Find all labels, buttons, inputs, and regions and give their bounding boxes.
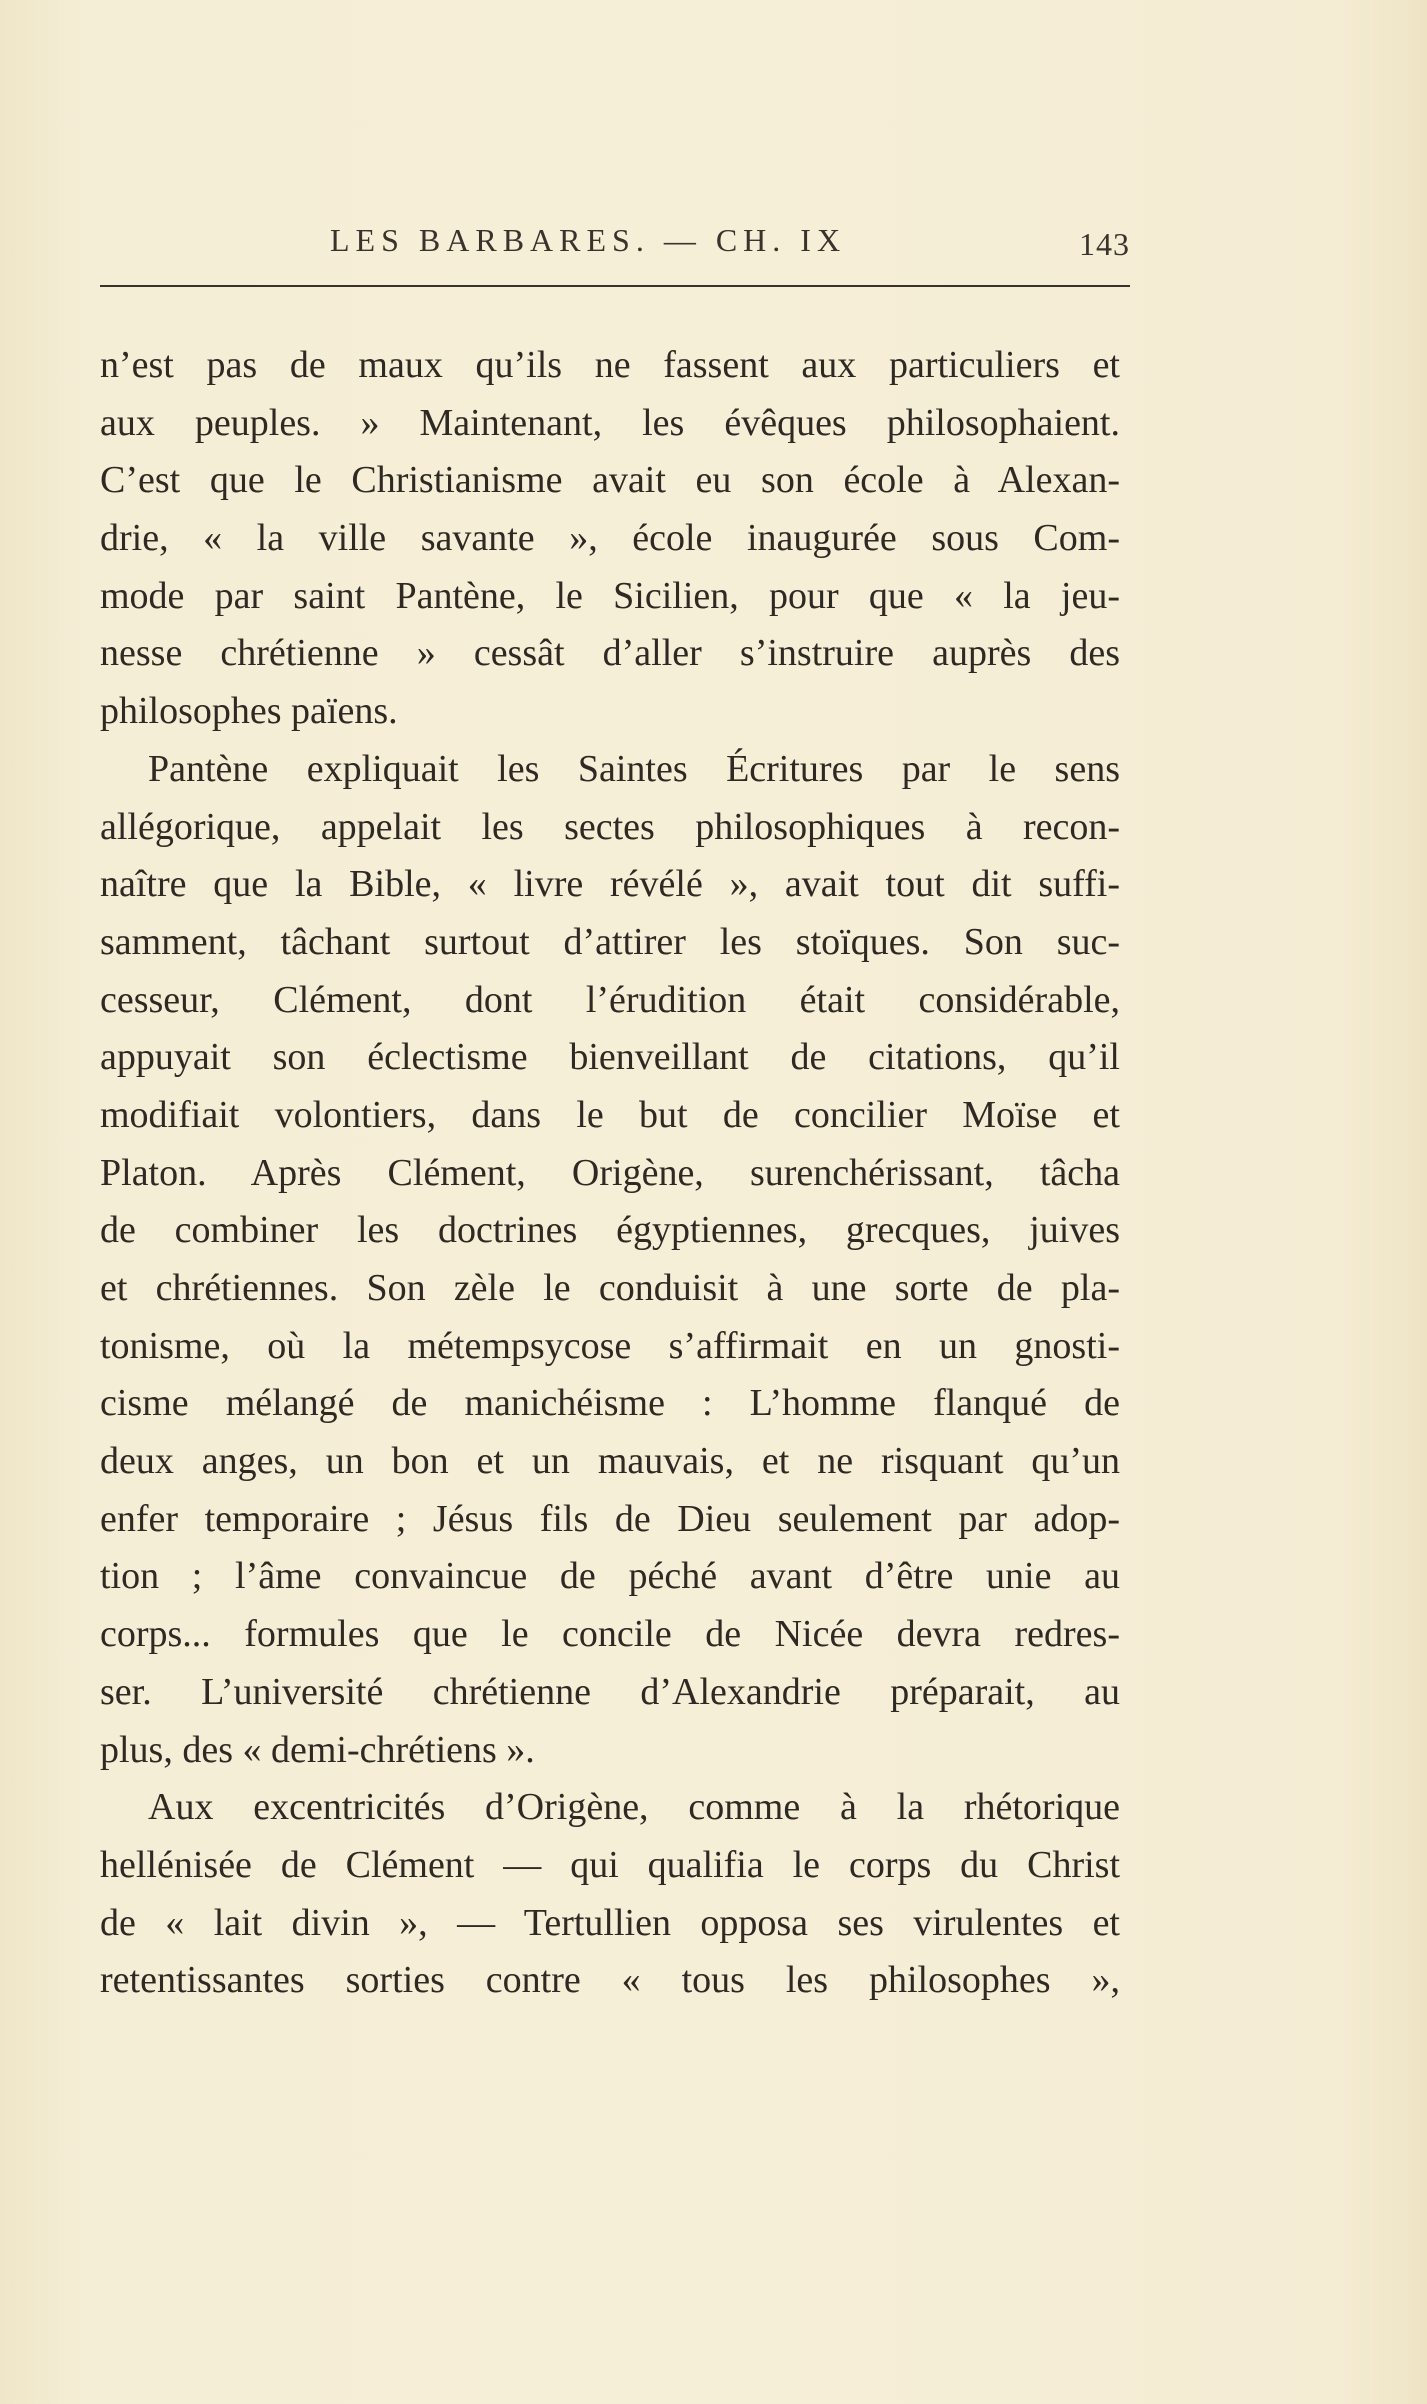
text-line: mode par saint Pantène, le Sicilien, pour que « la jeu-: [100, 574, 1120, 617]
text-line: retentissantes sorties contre « tous les philosophes »,: [100, 1959, 1120, 2002]
text-line: et chrétiennes. Son zèle le conduisit à une sorte de pla-: [100, 1267, 1120, 1309]
running-head: [100, 222, 1130, 272]
text-line: allégorique, appelait les sectes philosophiques à recon-: [100, 805, 1120, 848]
text-line: corps... formules que le concile de Nicée devra redres-: [100, 1613, 1120, 1656]
paragraph-first-line: Aux excentricités d’Origène, comme à la rhétorique: [148, 1786, 1120, 1829]
text-line: de « lait divin », — Tertullien opposa ses virulentes et: [100, 1901, 1120, 1944]
text-line: tonisme, où la métempsycose s’affirmait en un gnosti-: [100, 1324, 1120, 1367]
text-line: ser. L’université chrétienne d’Alexandrie préparait, au: [100, 1670, 1120, 1713]
text-line: philosophes païens.: [100, 690, 398, 733]
page-number: 143: [1079, 226, 1130, 262]
paragraph-first-line: Pantène expliquait les Saintes Écritures par le sens: [148, 747, 1120, 790]
text-line: aux peuples. » Maintenant, les évêques philosophaient.: [100, 401, 1120, 444]
text-line: enfer temporaire ; Jésus fils de Dieu seulement par adop-: [100, 1497, 1120, 1540]
text-line: de combiner les doctrines égyptiennes, grecques, juives: [100, 1209, 1120, 1252]
text-line: plus, des « demi-chrétiens ».: [100, 1728, 535, 1771]
text-line: nesse chrétienne » cessât d’aller s’instruire auprès des: [100, 632, 1120, 675]
text-line: hellénisée de Clément — qui qualifia le corps du Christ: [100, 1843, 1120, 1886]
body-text: [100, 337, 1120, 2010]
text-line: drie, « la ville savante », école inaugurée sous Com-: [100, 517, 1120, 560]
running-title: LES BARBARES. — CH. IX: [330, 222, 847, 258]
text-line: cisme mélangé de manichéisme : L’homme flanqué de: [100, 1382, 1120, 1425]
text-line: naître que la Bible, « livre révélé », avait tout dit suffi-: [100, 863, 1120, 906]
text-line: n’est pas de maux qu’ils ne fassent aux particuliers et: [100, 344, 1120, 386]
text-line: C’est que le Christianisme avait eu son école à Alexan-: [100, 459, 1120, 502]
text-line: cesseur, Clément, dont l’érudition était considérable,: [100, 978, 1120, 1021]
text-line: appuyait son éclectisme bienveillant de citations, qu’il: [100, 1036, 1120, 1079]
text-line: Platon. Après Clément, Origène, surenchérissant, tâcha: [100, 1151, 1120, 1194]
text-line: samment, tâchant surtout d’attirer les stoïques. Son suc-: [100, 920, 1120, 963]
text-line: tion ; l’âme convaincue de péché avant d’être unie au: [100, 1555, 1120, 1598]
header-rule: [100, 285, 1130, 287]
text-line: modifiait volontiers, dans le but de concilier Moïse et: [100, 1093, 1120, 1136]
text-line: deux anges, un bon et un mauvais, et ne risquant qu’un: [100, 1440, 1120, 1483]
